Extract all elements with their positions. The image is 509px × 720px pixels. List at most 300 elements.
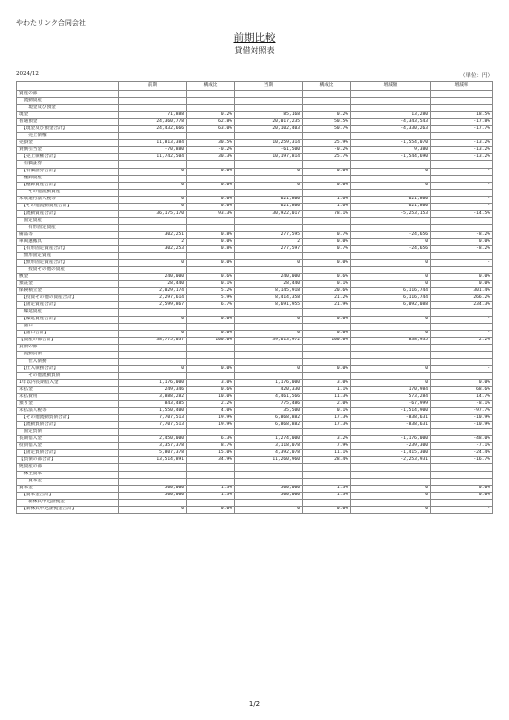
prior-ratio-cell: 0.8% [187, 246, 235, 253]
change-value-cell [351, 267, 431, 274]
change-value-cell [351, 217, 431, 224]
current-value-cell: 0 [235, 260, 303, 267]
change-rate-cell: -8.2% [431, 246, 493, 253]
table-row [17, 210, 493, 217]
change-rate-cell [431, 224, 493, 231]
prior-value-cell [119, 133, 187, 140]
account-cell: 長期借入金 [17, 436, 119, 443]
change-rate-cell: -48.0% [431, 436, 493, 443]
prior-value-cell: 2,297,614 [119, 295, 187, 302]
account-cell: 固定資産 [17, 217, 119, 224]
change-rate-cell [431, 344, 493, 351]
prior-ratio-cell: 0.1% [187, 281, 235, 288]
table-row [17, 260, 493, 267]
account-cell: 資産の部 [17, 91, 119, 98]
prior-ratio-cell: 19.9% [187, 422, 235, 429]
account-cell: 【有形固定資産合計】 [17, 246, 119, 253]
prior-value-cell [119, 217, 187, 224]
change-rate-cell: -13.2% [431, 154, 493, 161]
change-value-cell [351, 161, 431, 168]
prior-value-cell [119, 161, 187, 168]
current-ratio-cell: 25.7% [303, 154, 351, 161]
prior-value-cell [119, 224, 187, 231]
change-value-cell [351, 98, 431, 105]
prior-value-cell: 71,888 [119, 112, 187, 119]
current-ratio-cell: 78.1% [303, 210, 351, 217]
prior-ratio-cell [187, 98, 235, 105]
change-rate-cell: - [431, 316, 493, 323]
table-row [17, 365, 493, 372]
change-value-cell: 0 [351, 168, 431, 175]
current-value-cell: 0 [235, 316, 303, 323]
prior-value-cell [119, 98, 187, 105]
account-cell: 無形固定資産 [17, 253, 119, 260]
change-rate-cell [431, 91, 493, 98]
prior-value-cell: 1,550,400 [119, 408, 187, 415]
current-value-cell [235, 224, 303, 231]
current-ratio-cell: 11.1% [303, 450, 351, 457]
change-value-cell [351, 372, 431, 379]
current-ratio-cell [303, 189, 351, 196]
prior-ratio-cell: 0.0% [187, 182, 235, 189]
prior-value-cell [119, 358, 187, 365]
change-value-cell: 0 [351, 182, 431, 189]
current-ratio-cell: 7.9% [303, 443, 351, 450]
current-value-cell [235, 358, 303, 365]
account-cell: 純資産の部 [17, 464, 119, 471]
current-ratio-cell [303, 323, 351, 330]
prior-value-cell: 0 [119, 196, 187, 203]
prior-value-cell: 38,775,037 [119, 337, 187, 344]
change-rate-cell [431, 309, 493, 316]
current-value-cell [235, 372, 303, 379]
column-header-prior: 前期 [119, 82, 187, 91]
table-row [17, 429, 493, 436]
table-body [17, 91, 493, 514]
prior-ratio-cell: 10.0% [187, 394, 235, 401]
table-row [17, 281, 493, 288]
account-cell: 【負債の部合計】 [17, 457, 119, 464]
change-value-cell: -2,253,931 [351, 457, 431, 464]
prior-value-cell: 249,346 [119, 386, 187, 393]
table-row [17, 161, 493, 168]
prior-value-cell: 2,450,000 [119, 436, 187, 443]
change-value-cell [351, 358, 431, 365]
prior-value-cell: 7,707,513 [119, 422, 187, 429]
current-value-cell: 240,000 [235, 274, 303, 281]
change-value-cell [351, 91, 431, 98]
current-value-cell: 420,330 [235, 386, 303, 393]
prior-value-cell: 2,599,867 [119, 302, 187, 309]
current-value-cell [235, 91, 303, 98]
change-value-cell: 0 [351, 316, 431, 323]
prior-value-cell: 13,514,891 [119, 457, 187, 464]
change-value-cell: 0 [351, 379, 431, 386]
prior-ratio-cell: 0.0% [187, 260, 235, 267]
prior-ratio-cell: 34.9% [187, 457, 235, 464]
page-number: 1/2 [248, 700, 261, 708]
current-value-cell: 0 [235, 365, 303, 372]
change-value-cell [351, 464, 431, 471]
current-ratio-cell [303, 175, 351, 182]
current-ratio-cell [303, 471, 351, 478]
change-rate-cell: - [431, 330, 493, 337]
account-cell: 【諸口合計】 [17, 330, 119, 337]
current-value-cell [235, 323, 303, 330]
current-value-cell: 621,800 [235, 196, 303, 203]
current-ratio-cell: 17.3% [303, 415, 351, 422]
change-value-cell: 6,116,744 [351, 288, 431, 295]
prior-ratio-cell: 4.0% [187, 408, 235, 415]
current-value-cell [235, 189, 303, 196]
current-ratio-cell: 100.0% [303, 337, 351, 344]
prior-value-cell: 2,029,174 [119, 288, 187, 295]
current-value-cell: 8,145,918 [235, 288, 303, 295]
prior-ratio-cell: 0.0% [187, 365, 235, 372]
account-cell: 【新株式申込証拠金合計】 [17, 506, 119, 513]
prior-value-cell [119, 323, 187, 330]
change-value-cell [351, 133, 431, 140]
change-value-cell [351, 309, 431, 316]
column-header-current-ratio: 構成比 [303, 82, 351, 91]
current-value-cell: 277,595 [235, 231, 303, 238]
table-row [17, 288, 493, 295]
account-cell: 現金及び預金 [17, 105, 119, 112]
current-ratio-cell [303, 499, 351, 506]
prior-ratio-cell: 62.8% [187, 119, 235, 126]
table-row [17, 337, 493, 344]
current-value-cell: -61,500 [235, 147, 303, 154]
prior-ratio-cell [187, 217, 235, 224]
prior-ratio-cell: 8.7% [187, 443, 235, 450]
change-value-cell [351, 429, 431, 436]
prior-ratio-cell: 100.0% [187, 337, 235, 344]
prior-value-cell [119, 499, 187, 506]
account-cell: 【繰延資産合計】 [17, 316, 119, 323]
change-value-cell: 573,284 [351, 394, 431, 401]
current-ratio-cell: 50.5% [303, 119, 351, 126]
account-cell: 【資産の部合計】 [17, 337, 119, 344]
current-ratio-cell [303, 91, 351, 98]
change-value-cell: -838,631 [351, 415, 431, 422]
table-row [17, 302, 493, 309]
current-value-cell: 0 [235, 182, 303, 189]
account-cell: 資本金 [17, 485, 119, 492]
report-title: 前期比較 [233, 32, 276, 44]
current-ratio-cell: 3.2% [303, 436, 351, 443]
column-header-prior-ratio: 構成比 [187, 82, 235, 91]
table-row [17, 443, 493, 450]
change-rate-cell [431, 189, 493, 196]
prior-ratio-cell: 3.0% [187, 379, 235, 386]
account-cell: 流動負債 [17, 351, 119, 358]
change-value-cell: 13,280 [351, 112, 431, 119]
change-rate-cell: -17.8% [431, 119, 493, 126]
change-value-cell: 838,935 [351, 337, 431, 344]
change-rate-cell: 2.2% [431, 337, 493, 344]
change-rate-cell: - [431, 260, 493, 267]
table-header-row [17, 82, 493, 91]
change-value-cell: -1,544,690 [351, 154, 431, 161]
current-value-cell: 6,868,882 [235, 415, 303, 422]
change-value-cell: -1,415,300 [351, 450, 431, 457]
prior-ratio-cell: 0.0% [187, 330, 235, 337]
current-value-cell: 4,392,078 [235, 450, 303, 457]
account-cell: 【棚卸資産合計】 [17, 182, 119, 189]
change-rate-cell [431, 98, 493, 105]
prior-ratio-cell [187, 358, 235, 365]
current-ratio-cell: 21.9% [303, 302, 351, 309]
prior-ratio-cell: 0.6% [187, 386, 235, 393]
change-rate-cell: -13.2% [431, 147, 493, 154]
prior-value-cell [119, 429, 187, 436]
current-ratio-cell: 17.3% [303, 422, 351, 429]
change-rate-cell: - [431, 203, 493, 210]
account-cell: 保険積立金 [17, 288, 119, 295]
table-row [17, 133, 493, 140]
table-row [17, 330, 493, 337]
table-row [17, 436, 493, 443]
change-value-cell [351, 224, 431, 231]
prior-ratio-cell: 5.2% [187, 288, 235, 295]
prior-ratio-cell [187, 344, 235, 351]
prior-value-cell: 11,742,504 [119, 154, 187, 161]
change-rate-cell [431, 499, 493, 506]
change-rate-cell: 301.4% [431, 288, 493, 295]
account-cell: 【流動負債合計】 [17, 422, 119, 429]
table-row [17, 168, 493, 175]
prior-value-cell [119, 309, 187, 316]
current-value-cell: 8,691,955 [235, 302, 303, 309]
prior-value-cell: 500,000 [119, 485, 187, 492]
change-value-cell [351, 253, 431, 260]
account-cell: 売上債権 [17, 133, 119, 140]
prior-ratio-cell: 6.3% [187, 436, 235, 443]
prior-ratio-cell [187, 91, 235, 98]
prior-ratio-cell [187, 224, 235, 231]
table-row [17, 217, 493, 224]
change-rate-cell: 266.2% [431, 295, 493, 302]
prior-value-cell [119, 344, 187, 351]
account-cell: その他流動資産 [17, 189, 119, 196]
prior-value-cell: 3,888,282 [119, 394, 187, 401]
current-value-cell: 775,486 [235, 401, 303, 408]
table-row [17, 506, 493, 513]
current-value-cell [235, 105, 303, 112]
change-rate-cell [431, 267, 493, 274]
account-cell: 未払費用 [17, 394, 119, 401]
current-ratio-cell [303, 358, 351, 365]
change-rate-cell: -8.2% [431, 231, 493, 238]
account-cell: 【資本金合計】 [17, 492, 119, 499]
change-rate-cell: 0.0% [431, 274, 493, 281]
account-cell: 【有価証券合計】 [17, 168, 119, 175]
change-rate-cell: -7.1% [431, 443, 493, 450]
table-row [17, 295, 493, 302]
change-value-cell [351, 471, 431, 478]
column-header-change: 増減額 [351, 82, 431, 91]
table-row [17, 372, 493, 379]
change-rate-cell: -10.9% [431, 422, 493, 429]
current-ratio-cell: 0.0% [303, 365, 351, 372]
table-row [17, 471, 493, 478]
prior-ratio-cell [187, 189, 235, 196]
table-row [17, 175, 493, 182]
prior-ratio-cell: 30.3% [187, 154, 235, 161]
current-ratio-cell: 20.6% [303, 288, 351, 295]
change-rate-cell: - [431, 196, 493, 203]
table-row [17, 316, 493, 323]
table-row [17, 238, 493, 245]
prior-ratio-cell: -0.2% [187, 147, 235, 154]
current-ratio-cell [303, 267, 351, 274]
current-ratio-cell [303, 253, 351, 260]
current-value-cell [235, 429, 303, 436]
prior-ratio-cell [187, 471, 235, 478]
current-value-cell: 2 [235, 238, 303, 245]
current-value-cell: 1,176,000 [235, 379, 303, 386]
prior-value-cell [119, 471, 187, 478]
table-row [17, 246, 493, 253]
prior-value-cell: 2 [119, 238, 187, 245]
prior-value-cell [119, 189, 187, 196]
account-cell: 1年以内長期借入金 [17, 379, 119, 386]
prior-ratio-cell: 19.9% [187, 415, 235, 422]
change-value-cell: -4,330,263 [351, 126, 431, 133]
change-rate-cell: 68.6% [431, 386, 493, 393]
table-row [17, 422, 493, 429]
prior-value-cell: 28,440 [119, 281, 187, 288]
current-ratio-cell: 25.9% [303, 140, 351, 147]
current-ratio-cell: 3.0% [303, 379, 351, 386]
current-ratio-cell: 21.2% [303, 295, 351, 302]
change-rate-cell: -16.7% [431, 457, 493, 464]
table-row [17, 274, 493, 281]
table-row [17, 126, 493, 133]
current-value-cell [235, 351, 303, 358]
column-header-change-rate: 増減率 [431, 82, 493, 91]
table-row [17, 309, 493, 316]
prior-value-cell [119, 175, 187, 182]
account-cell: 車両運搬具 [17, 238, 119, 245]
change-value-cell: 0 [351, 506, 431, 513]
account-cell: 投資その他の資産 [17, 267, 119, 274]
table-row [17, 147, 493, 154]
change-value-cell: -239,300 [351, 443, 431, 450]
current-ratio-cell: 0.0% [303, 238, 351, 245]
prior-ratio-cell [187, 267, 235, 274]
table-row [17, 394, 493, 401]
current-value-cell: 20,102,403 [235, 126, 303, 133]
balance-sheet-table [16, 81, 493, 514]
account-cell: 預託金 [17, 281, 119, 288]
change-rate-cell: -10.9% [431, 415, 493, 422]
table-row [17, 450, 493, 457]
current-value-cell: 85,168 [235, 112, 303, 119]
current-value-cell: 30,922,017 [235, 210, 303, 217]
current-ratio-cell: 0.7% [303, 246, 351, 253]
current-value-cell [235, 344, 303, 351]
report-subtitle: 貸借対照表 [234, 46, 275, 55]
account-cell: 棚卸資産 [17, 175, 119, 182]
table-row [17, 196, 493, 203]
account-cell: 未払法人税等 [17, 408, 119, 415]
current-value-cell: 500,000 [235, 485, 303, 492]
current-value-cell [235, 161, 303, 168]
prior-ratio-cell: 63.0% [187, 126, 235, 133]
account-cell: 負債の部 [17, 344, 119, 351]
current-value-cell: 1,274,000 [235, 436, 303, 443]
change-rate-cell: 234.3% [431, 302, 493, 309]
change-value-cell: -838,631 [351, 422, 431, 429]
change-rate-cell [431, 323, 493, 330]
current-ratio-cell [303, 105, 351, 112]
change-rate-cell [431, 161, 493, 168]
change-value-cell: 0 [351, 492, 431, 499]
account-cell: 繰延資産 [17, 309, 119, 316]
current-value-cell: 11,260,960 [235, 457, 303, 464]
current-value-cell: 35,500 [235, 408, 303, 415]
table-row [17, 386, 493, 393]
change-value-cell: 0 [351, 260, 431, 267]
change-value-cell [351, 344, 431, 351]
prior-ratio-cell [187, 372, 235, 379]
account-cell: 現金 [17, 112, 119, 119]
current-value-cell: 8,414,358 [235, 295, 303, 302]
change-value-cell: 621,800 [351, 196, 431, 203]
prior-value-cell [119, 351, 187, 358]
prior-value-cell: 11,813,384 [119, 140, 187, 147]
change-value-cell: -24,656 [351, 231, 431, 238]
current-value-cell: 4,461,566 [235, 394, 303, 401]
account-cell: 【その他流動負債合計】 [17, 415, 119, 422]
current-value-cell [235, 267, 303, 274]
table-row [17, 253, 493, 260]
current-ratio-cell: 11.3% [303, 394, 351, 401]
current-ratio-cell [303, 478, 351, 485]
account-cell: 【現金及び預金合計】 [17, 126, 119, 133]
prior-ratio-cell [187, 429, 235, 436]
table-row [17, 478, 493, 485]
account-cell: 仕入債務 [17, 358, 119, 365]
change-rate-cell: 18.5% [431, 112, 493, 119]
table-row [17, 112, 493, 119]
change-rate-cell: -14.5% [431, 210, 493, 217]
account-cell: 【無形固定資産合計】 [17, 260, 119, 267]
column-header-account [17, 82, 119, 91]
prior-value-cell: 36,175,170 [119, 210, 187, 217]
table-row [17, 119, 493, 126]
account-cell: 貸倒引当金 [17, 147, 119, 154]
prior-ratio-cell: 93.3% [187, 210, 235, 217]
table-row [17, 408, 493, 415]
account-cell: 新株式申込証拠金 [17, 499, 119, 506]
change-rate-cell: 0.0% [431, 238, 493, 245]
table-row [17, 415, 493, 422]
current-ratio-cell: 0.0% [303, 182, 351, 189]
prior-ratio-cell: 1.3% [187, 485, 235, 492]
current-ratio-cell: 0.2% [303, 112, 351, 119]
current-value-cell: 621,800 [235, 203, 303, 210]
account-cell: 資本金 [17, 478, 119, 485]
current-value-cell [235, 98, 303, 105]
current-ratio-cell: 1.6% [303, 196, 351, 203]
current-ratio-cell [303, 429, 351, 436]
account-cell: 【固定負債合計】 [17, 450, 119, 457]
prior-ratio-cell [187, 309, 235, 316]
change-rate-cell: -97.7% [431, 408, 493, 415]
prior-value-cell: 3,357,378 [119, 443, 187, 450]
